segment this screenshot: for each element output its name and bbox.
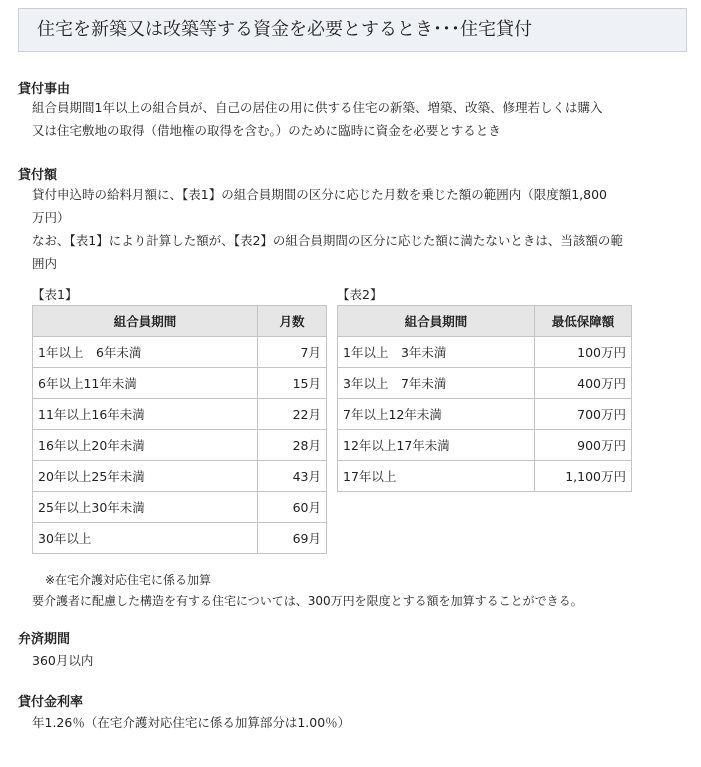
- amount-cell: 1,100万円: [535, 461, 632, 492]
- table-row: [33, 368, 327, 399]
- months-cell: 15月: [258, 368, 327, 399]
- table-row: [33, 492, 327, 523]
- amount-line: 万円）: [32, 210, 70, 225]
- period-cell: 30年以上: [33, 523, 258, 554]
- period-cell: 6年以上11年未満: [33, 368, 258, 399]
- period-cell: 7年以上12年未満: [338, 399, 535, 430]
- table-row: [33, 523, 327, 554]
- table2: [337, 305, 632, 492]
- page-title: 住宅を新築又は改築等する資金を必要とするとき･･･住宅貸付: [18, 8, 687, 52]
- section-heading-reason: 貸付事由: [18, 82, 71, 97]
- section-heading-rate: 貸付金利率: [18, 695, 84, 710]
- reason-text: [32, 96, 664, 142]
- reason-line: 又は住宅敷地の取得（借地権の取得を含む。）のために臨時に資金を必要とするとき: [32, 123, 501, 138]
- period-cell: 16年以上20年未満: [33, 430, 258, 461]
- months-cell: 43月: [258, 461, 327, 492]
- table2-header-min-amount: 最低保障額: [535, 306, 632, 337]
- table-row: [338, 337, 632, 368]
- section-heading-repayment: 弁済期間: [18, 632, 71, 647]
- period-cell: 25年以上30年未満: [33, 492, 258, 523]
- period-cell: 11年以上16年未満: [33, 399, 258, 430]
- table1-header-months: 月数: [258, 306, 327, 337]
- amount-text: [32, 183, 664, 275]
- table-row: [338, 368, 632, 399]
- period-cell: 1年以上 3年未満: [338, 337, 535, 368]
- table-row: [33, 337, 327, 368]
- months-cell: 69月: [258, 523, 327, 554]
- table-row: [338, 430, 632, 461]
- amount-cell: 100万円: [535, 337, 632, 368]
- table-row: [338, 399, 632, 430]
- amount-line: なお、【表1】により計算した額が、【表2】の組合員期間の区分に応じた額に満たないときは、当該額の範: [32, 233, 623, 248]
- reason-line: 組合員期間1年以上の組合員が、自己の居住の用に供する住宅の新築、増築、改築、修理若しくは購入: [32, 100, 603, 115]
- rate-value: 年1.26％（在宅介護対応住宅に係る加算部分は1.00％）: [32, 715, 351, 730]
- period-cell: 12年以上17年未満: [338, 430, 535, 461]
- months-cell: 28月: [258, 430, 327, 461]
- table1: [32, 305, 327, 554]
- table-row: [33, 399, 327, 430]
- amount-line: 囲内: [32, 256, 58, 271]
- months-cell: 60月: [258, 492, 327, 523]
- period-cell: 20年以上25年未満: [33, 461, 258, 492]
- amount-cell: 900万円: [535, 430, 632, 461]
- amount-line: 貸付申込時の給料月額に、【表1】の組合員期間の区分に応じた月数を乗じた額の範囲内（限度額1,800: [32, 187, 607, 202]
- period-cell: 3年以上 7年未満: [338, 368, 535, 399]
- months-cell: 7月: [258, 337, 327, 368]
- period-cell: 1年以上 6年未満: [33, 337, 258, 368]
- table2-header-period: 組合員期間: [338, 306, 535, 337]
- period-cell: 17年以上: [338, 461, 535, 492]
- table1-header-period: 組合員期間: [33, 306, 258, 337]
- table-row: [33, 430, 327, 461]
- months-cell: 22月: [258, 399, 327, 430]
- repayment-value: 360月以内: [32, 653, 94, 668]
- table2-label: 【表2】: [337, 287, 383, 302]
- note-title: ※在宅介護対応住宅に係る加算: [45, 573, 212, 587]
- section-heading-amount: 貸付額: [18, 168, 58, 183]
- note-text: 要介護者に配慮した構造を有する住宅については、300万円を限度とする額を加算することができる。: [32, 594, 583, 608]
- table-row: [338, 461, 632, 492]
- amount-cell: 400万円: [535, 368, 632, 399]
- table-row: [33, 461, 327, 492]
- table1-label: 【表1】: [32, 287, 78, 302]
- amount-cell: 700万円: [535, 399, 632, 430]
